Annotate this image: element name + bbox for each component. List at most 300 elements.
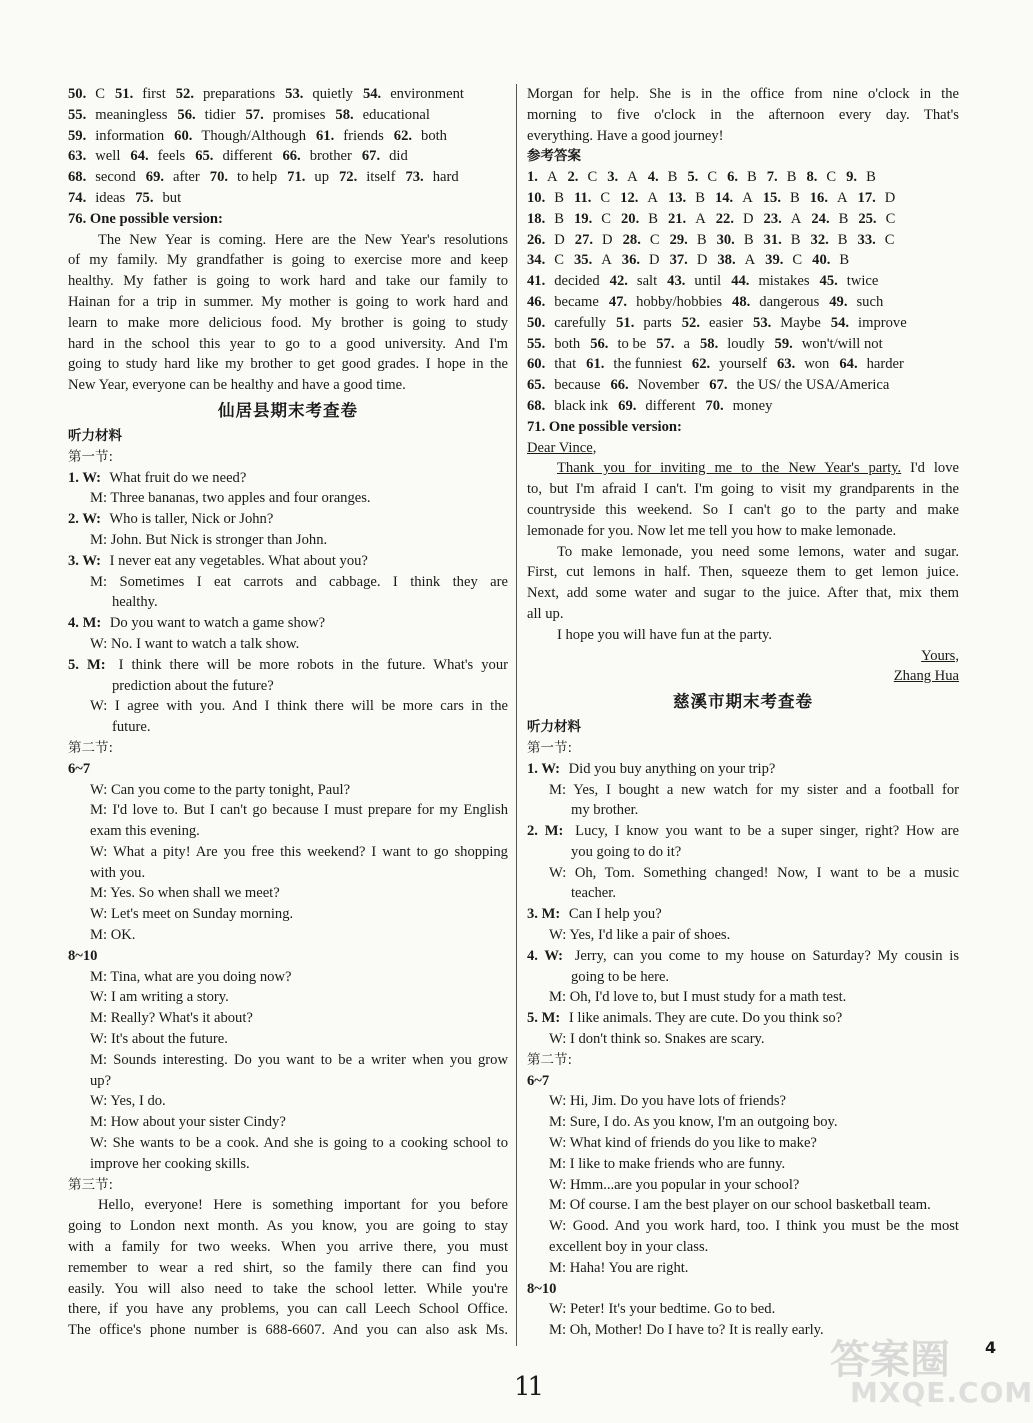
answer-value: B <box>786 169 797 186</box>
answer-number: 19. <box>573 210 593 227</box>
answer-row <box>527 167 959 188</box>
text-line: Morgan for help. She is in the office from nine o'clock in the <box>527 86 959 102</box>
text-line: easily. You will also need to take the school letter. While you're <box>68 1280 508 1297</box>
dialog-text: I think there will be more robots in the future. What's your <box>118 656 508 673</box>
answer-number: 57. <box>656 335 675 352</box>
answer-value: promises <box>272 106 326 123</box>
text-line: healthy. My father is going to work hard and take our family to <box>68 273 508 290</box>
answer-number: 16. <box>809 189 828 206</box>
dialog-text: I am writing a story. <box>110 989 229 1006</box>
answer-number: 45. <box>819 273 838 290</box>
answer-value: the US/ the USA/America <box>736 377 890 394</box>
text-line: To make lemonade, you need some lemons, water and sugar. <box>557 543 959 560</box>
answer-row <box>527 334 959 355</box>
answer-number: 20. <box>620 210 640 227</box>
dialog-text: I don't think so. Snakes are scary. <box>569 1031 765 1048</box>
speaker: M: <box>549 1322 567 1339</box>
speaker: M: <box>90 1051 108 1068</box>
dialog-text: I like animals. They are cute. Do you think so? <box>568 1010 843 1027</box>
dialog-text: Yes, I do. <box>110 1093 166 1110</box>
dialog-line <box>527 925 959 946</box>
answer-number: 73. <box>405 169 424 186</box>
answer-value: decided <box>554 273 600 290</box>
answer-value: loudly <box>727 335 765 352</box>
dialog-line <box>68 1008 508 1029</box>
answer-row <box>527 250 959 271</box>
dialog-line <box>68 488 508 509</box>
dialog-text: Of course. I am the best player on our school basketball team. <box>569 1197 931 1214</box>
answer-number: 63. <box>776 356 796 373</box>
text-line: First, cut lemons in half. Then, squeeze them to get lemon juice. <box>527 564 959 581</box>
answer-value: did <box>389 148 408 165</box>
answer-number: 50. <box>68 86 87 102</box>
dialog-line <box>68 1154 508 1175</box>
answer-value: D <box>554 231 565 248</box>
answer-value: ideas <box>95 189 126 206</box>
dialog-line <box>68 925 508 946</box>
answer-value: educational <box>362 106 430 123</box>
text-line: The New Year is coming. Here are the New Year's resolutions <box>98 231 508 248</box>
dialog-text: Really? What's it about? <box>110 1010 253 1027</box>
answer-value: harder <box>866 356 904 373</box>
passage-continued <box>527 84 959 146</box>
answer-value: quietly <box>312 86 353 102</box>
answer-value: C <box>95 86 105 102</box>
signature-text: Zhang Hua <box>893 668 959 685</box>
answer-number: 30. <box>716 231 735 248</box>
answer-number: 6. <box>727 169 739 186</box>
answer-value: first <box>142 86 166 102</box>
answer-number: 56. <box>590 335 609 352</box>
dialog-text: up? <box>90 1072 112 1089</box>
signature <box>527 666 959 687</box>
dialog-text: Can you come to the party tonight, Paul? <box>110 781 351 798</box>
dialog-line <box>68 717 508 738</box>
section-1-dialogues <box>527 759 959 1050</box>
closing <box>527 646 959 667</box>
speaker: M: <box>90 531 108 548</box>
answer-number: 5. <box>687 169 699 186</box>
dialog-text: No. I want to watch a talk show. <box>110 635 300 652</box>
dialog-line <box>527 780 959 801</box>
speaker: M: <box>90 573 108 590</box>
dialog-text: Oh, Mother! Do I have to? It is really early. <box>569 1322 824 1339</box>
answer-value: after <box>173 169 200 186</box>
answer-value: yourself <box>719 356 767 373</box>
answer-value: friends <box>343 127 384 144</box>
answer-number: 12. <box>620 189 639 206</box>
item-number: 4. M: <box>68 615 102 632</box>
answer-number: 74. <box>68 189 87 206</box>
letter-first-line <box>527 458 959 479</box>
answer-number: 22. <box>715 210 734 227</box>
section-2-label: 第二节: <box>527 1051 573 1068</box>
answer-number: 69. <box>145 169 165 186</box>
section-1-dialogues <box>68 468 508 738</box>
letter-body <box>527 479 959 541</box>
answer-row <box>68 105 508 126</box>
answer-value: D <box>602 231 613 248</box>
dialog-text: Haha! You are right. <box>569 1259 689 1276</box>
dialog-line <box>68 551 508 572</box>
dialog-text: Yes. So when shall we meet? <box>110 885 280 902</box>
section-3-passage <box>68 1195 508 1341</box>
text-line: everything. Have a good journey! <box>527 127 724 144</box>
answer-number: 72. <box>339 169 358 186</box>
answer-row <box>527 271 959 292</box>
dialog-line <box>527 1195 959 1216</box>
dialog-line <box>68 1091 508 1112</box>
answer-value: Maybe <box>780 314 821 331</box>
dialog-text: my brother. <box>571 802 639 819</box>
answer-value: B <box>838 210 849 227</box>
dialog-6-7 <box>527 1091 959 1278</box>
answer-value: environment <box>390 86 464 102</box>
answer-row <box>527 396 959 417</box>
section-1-label: 第一节: <box>68 448 114 465</box>
exam-title-cixi: 慈溪市期末考查卷 <box>673 692 813 712</box>
letter-underlined-sentence: Thank you for inviting me to the New Year's party. <box>557 460 902 477</box>
answer-value: B <box>866 169 876 186</box>
text-line: morning to five o'clock in the afternoon every day. That's <box>527 106 959 123</box>
range-8-10: 8~10 <box>68 947 98 964</box>
answer-number: 15. <box>762 189 781 206</box>
answer-row <box>68 84 508 105</box>
answer-number: 60. <box>527 356 546 373</box>
answer-value: the funniest <box>613 356 682 373</box>
dialog-line <box>527 967 959 988</box>
item-number: 2. M: <box>527 823 564 840</box>
listening-heading: 听力材料 <box>527 719 581 736</box>
answer-value: B <box>789 189 800 206</box>
answer-value: because <box>554 377 601 394</box>
answer-number: 53. <box>753 314 772 331</box>
dialog-text: Jerry, can you come to my house on Saturday? My cousin is <box>574 947 959 964</box>
dialog-line <box>527 821 959 842</box>
answer-number: 47. <box>608 293 628 310</box>
dialog-text: you going to do it? <box>571 843 682 860</box>
dialog-line <box>68 655 508 676</box>
dialog-text: How about your sister Cindy? <box>110 1114 286 1131</box>
text-line: Hello, everyone! Here is something important for you before <box>98 1197 508 1214</box>
answer-value: both <box>421 127 447 144</box>
dialog-line <box>527 1175 959 1196</box>
dialog-text: What fruit do we need? <box>109 469 247 486</box>
dialog-text: Sure, I do. As you know, I'm an outgoing boy. <box>569 1114 838 1131</box>
dialog-line <box>68 530 508 551</box>
dialog-text: Yes, I bought a new watch for my sister and a football for <box>573 781 959 798</box>
answer-number: 4. <box>647 169 659 186</box>
answer-number: 25. <box>858 210 877 227</box>
answer-number: 31. <box>763 231 782 248</box>
speaker: W: <box>549 1031 567 1048</box>
letter-paragraph-3: I hope you will have fun at the party. <box>557 626 773 643</box>
speaker: W: <box>90 635 108 652</box>
answer-number: 29. <box>669 231 688 248</box>
answer-value: information <box>95 127 165 144</box>
dialog-text: Who is taller, Nick or John? <box>109 511 274 528</box>
dialog-text: I never eat any vegetables. What about you? <box>109 552 368 569</box>
answer-value: carefully <box>554 314 607 331</box>
item-number: 1. W: <box>527 760 560 777</box>
dialog-line <box>68 1029 508 1050</box>
speaker: M: <box>549 1155 567 1172</box>
dialog-line <box>68 1112 508 1133</box>
text-line: Next, add some water and sugar to the juice. After that, mix them <box>527 585 959 602</box>
dialog-line <box>527 1237 959 1258</box>
speaker: M: <box>90 1010 108 1027</box>
dialog-line <box>68 987 508 1008</box>
dialog-text: Oh, I'd love to, but I must study for a math test. <box>569 989 847 1006</box>
speaker: M: <box>549 989 567 1006</box>
speaker: M: <box>90 1114 108 1131</box>
section-2-label: 第二节: <box>68 739 114 756</box>
answer-number: 32. <box>810 231 829 248</box>
answer-number: 41. <box>527 273 546 290</box>
dialog-line <box>68 863 508 884</box>
answer-value: C <box>884 231 895 248</box>
answer-value: brother <box>309 148 352 165</box>
fill-answers <box>527 271 959 417</box>
answer-number: 10. <box>527 189 546 206</box>
speaker: W: <box>549 1093 567 1110</box>
answer-value: well <box>95 148 121 165</box>
answer-number: 11. <box>573 189 592 206</box>
answer-key-heading: 参考答案 <box>527 148 581 165</box>
dialog-text: future. <box>112 719 151 736</box>
answer-value: C <box>826 169 837 186</box>
dialog-text: She wants to be a cook. And she is going to a cooking school to <box>112 1135 508 1152</box>
answer-number: 52. <box>175 86 194 102</box>
answer-value: D <box>696 252 708 269</box>
answer-value: B <box>839 252 850 269</box>
dialog-text: with you. <box>90 864 146 881</box>
dialog-line <box>527 946 959 967</box>
answer-number: 52. <box>681 314 700 331</box>
answer-number: 54. <box>362 86 382 102</box>
answer-number: 67. <box>361 148 381 165</box>
answer-number: 7. <box>766 169 778 186</box>
speaker: W: <box>549 1301 567 1318</box>
answer-value: a <box>683 335 690 352</box>
answer-value: but <box>162 189 182 206</box>
mc-answers <box>527 167 959 271</box>
answer-number: 49. <box>829 293 848 310</box>
answer-value: A <box>546 169 558 186</box>
text-line: countryside this weekend. So I can't go to the party and make <box>527 501 959 518</box>
answer-number: 65. <box>527 377 546 394</box>
speaker: W: <box>549 1135 567 1152</box>
dialog-text: healthy. <box>112 594 158 611</box>
answer-value: hobby/hobbies <box>636 293 723 310</box>
answer-number: 63. <box>68 148 87 165</box>
dialog-text: Sometimes I eat carrots and cabbage. I think they are <box>119 573 508 590</box>
answer-value: A <box>647 189 658 206</box>
item-number: 5. M: <box>527 1010 561 1027</box>
answer-number: 3. <box>607 169 619 186</box>
speaker: M: <box>549 1114 567 1131</box>
answer-number: 33. <box>857 231 876 248</box>
salutation: Dear Vince, <box>527 439 597 456</box>
answer-number: 53. <box>285 86 304 102</box>
answer-value: B <box>648 210 658 227</box>
answer-value: twice <box>846 273 879 290</box>
answer-value: became <box>554 293 599 310</box>
answer-value: second <box>95 169 136 186</box>
watermark-url: MXQE.COM <box>850 1376 1033 1409</box>
answer-value: November <box>637 377 700 394</box>
watermark-text: 答案圈 <box>830 1337 950 1383</box>
answer-value: D <box>649 252 660 269</box>
speaker: M: <box>549 1197 567 1214</box>
dialog-line <box>527 1133 959 1154</box>
answer-value: parts <box>643 314 672 331</box>
speaker: W: <box>90 906 108 923</box>
dialog-text: Yes, I'd like a pair of shoes. <box>569 927 731 944</box>
answer-value: C <box>600 189 611 206</box>
answers-50-75 <box>68 84 508 209</box>
answer-value: C <box>885 210 896 227</box>
dialog-text: John. But Nick is stronger than John. <box>110 531 328 548</box>
closing-text: Yours, <box>921 647 959 664</box>
dialog-line <box>527 1258 959 1279</box>
answer-value: preparations <box>203 86 276 102</box>
answer-value: C <box>707 169 718 186</box>
dialog-text: OK. <box>110 927 136 944</box>
dialog-line <box>527 1091 959 1112</box>
speaker: W: <box>90 1031 108 1048</box>
answer-number: 59. <box>68 127 87 144</box>
answer-number: 70. <box>705 397 724 414</box>
dialog-text: Can I help you? <box>568 906 662 923</box>
dialog-text: Peter! It's your bedtime. Go to bed. <box>569 1301 776 1318</box>
answer-value: black ink <box>554 397 609 414</box>
answer-number: 51. <box>114 86 134 102</box>
text-line: The office's phone number is 688-6607. And you can also ask Ms. <box>68 1322 508 1339</box>
letter-paragraph-2 <box>527 542 959 625</box>
answer-row <box>527 230 959 251</box>
answer-number: 23. <box>763 210 782 227</box>
answer-number: 44. <box>731 273 750 290</box>
text-line: with a family for two weeks. When you arrive there, you must <box>68 1239 508 1256</box>
dialog-line <box>68 780 508 801</box>
dialog-line <box>527 842 959 863</box>
answer-value: B <box>667 169 678 186</box>
column-divider <box>516 84 517 1346</box>
answer-value: Though/Although <box>201 127 306 144</box>
speaker: W: <box>90 698 108 715</box>
page-number: 11 <box>514 1372 542 1402</box>
dialog-text: going to be here. <box>571 968 670 985</box>
answer-number: 55. <box>527 335 546 352</box>
right-column <box>527 84 959 1341</box>
dialog-line <box>68 1071 508 1092</box>
answer-number: 59. <box>774 335 793 352</box>
text-line: hard in the school this year to go to a good university. And I'm <box>68 335 508 352</box>
dialog-line <box>68 592 508 613</box>
answer-value: A <box>601 252 612 269</box>
answer-row <box>527 188 959 209</box>
answer-number: 62. <box>393 127 413 144</box>
answer-number: 51. <box>616 314 635 331</box>
answer-value: tidier <box>204 106 236 123</box>
answer-row <box>527 209 959 230</box>
dialog-line <box>68 967 508 988</box>
dialog-line <box>68 842 508 863</box>
dialog-text: Hi, Jim. Do you have lots of friends? <box>569 1093 786 1110</box>
dialog-text: Hmm...are you popular in your school? <box>569 1176 800 1193</box>
text-line: learn to make more delicious food. My brother is going to study <box>68 314 508 331</box>
answer-number: 64. <box>130 148 149 165</box>
answer-number: 55. <box>68 106 87 123</box>
speaker: W: <box>90 843 108 860</box>
answer-value: dangerous <box>759 293 820 310</box>
answer-number: 14. <box>714 189 734 206</box>
answer-value: B <box>837 231 848 248</box>
answer-number: 68. <box>68 169 87 186</box>
range-8-10: 8~10 <box>527 1280 557 1297</box>
dialog-line <box>68 613 508 634</box>
answer-number: 9. <box>846 169 858 186</box>
item-number: 3. W: <box>68 552 101 569</box>
answer-row <box>68 146 508 167</box>
answer-value: A <box>742 189 753 206</box>
dialog-text: improve her cooking skills. <box>90 1155 250 1172</box>
answer-number: 54. <box>830 314 850 331</box>
answer-value: that <box>554 356 577 373</box>
answer-number: 42. <box>609 273 628 290</box>
speaker: W: <box>549 1176 567 1193</box>
dialog-line <box>68 634 508 655</box>
answer-number: 70. <box>209 169 229 186</box>
answer-number: 58. <box>699 335 719 352</box>
answer-number: 13. <box>667 189 687 206</box>
speaker: M: <box>549 781 567 798</box>
answer-number: 8. <box>806 169 818 186</box>
answer-number: 34. <box>527 252 546 269</box>
answer-number: 66. <box>610 377 629 394</box>
q71-label: 71. One possible version: <box>527 418 682 435</box>
answer-number: 37. <box>669 252 688 269</box>
answer-value: B <box>696 231 707 248</box>
dialog-text: Oh, Tom. Something changed! Now, I want to be a music <box>574 864 959 881</box>
answer-value: until <box>694 273 722 290</box>
dialog-text: exam this evening. <box>90 823 200 840</box>
answer-number: 48. <box>732 293 751 310</box>
answer-value: B <box>695 189 705 206</box>
speaker: W: <box>549 864 567 881</box>
text-line: there, if you have any problems, you can call Leech School Office. <box>68 1301 508 1318</box>
dialog-line <box>68 572 508 593</box>
left-column <box>68 84 508 1341</box>
answer-value: C <box>792 252 803 269</box>
dialog-line <box>68 904 508 925</box>
answer-number: 68. <box>527 397 546 414</box>
answer-number: 62. <box>691 356 711 373</box>
dialog-text: I agree with you. And I think there will be more cars in the <box>114 698 508 715</box>
answer-row <box>68 126 508 147</box>
answer-number: 43. <box>667 273 686 290</box>
answer-number: 56. <box>177 106 196 123</box>
answer-value: such <box>856 293 884 310</box>
dialog-text: What a pity! Are you free this weekend? I want to go shopping <box>113 843 508 860</box>
answer-value: improve <box>858 314 907 331</box>
dialog-line <box>527 759 959 780</box>
dialog-text: I like to make friends who are funny. <box>569 1155 786 1172</box>
answer-number: 58. <box>335 106 354 123</box>
answer-value: A <box>836 189 848 206</box>
dialog-line <box>68 509 508 530</box>
